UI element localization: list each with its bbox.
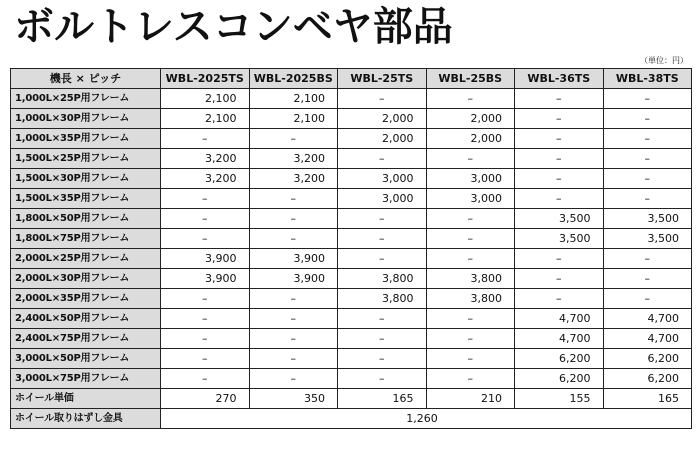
table-cell: 165 <box>338 389 427 409</box>
table-cell: – <box>249 229 338 249</box>
table-cell: 4,700 <box>515 309 604 329</box>
row-label: 2,400L×50P用フレーム <box>11 309 161 329</box>
table-row <box>11 109 692 129</box>
table-cell: 6,200 <box>603 349 692 369</box>
table-cell: 2,100 <box>249 109 338 129</box>
table-cell: – <box>515 189 604 209</box>
table-cell: 3,200 <box>161 169 250 189</box>
table-cell: 2,000 <box>338 129 427 149</box>
table-cell: – <box>603 269 692 289</box>
table-cell: – <box>426 229 515 249</box>
row-label: 1,500L×25P用フレーム <box>11 149 161 169</box>
column-header: WBL-2025TS <box>161 69 250 89</box>
table-cell: – <box>161 369 250 389</box>
row-label: 3,000L×50P用フレーム <box>11 349 161 369</box>
table-cell: – <box>515 109 604 129</box>
row-label: 2,000L×25P用フレーム <box>11 249 161 269</box>
table-cell: – <box>249 189 338 209</box>
table-cell: 165 <box>603 389 692 409</box>
table-cell: – <box>161 309 250 329</box>
table-cell: – <box>249 329 338 349</box>
table-row <box>11 309 692 329</box>
table-cell: – <box>249 309 338 329</box>
table-cell: – <box>161 209 250 229</box>
table-cell: 2,000 <box>338 109 427 129</box>
table-cell: – <box>426 89 515 109</box>
unit-note: （単位：円） <box>640 56 688 65</box>
table-cell: 3,900 <box>161 269 250 289</box>
table-row <box>11 389 692 409</box>
row-label: 1,500L×35P用フレーム <box>11 189 161 209</box>
table-cell: – <box>603 189 692 209</box>
table-cell: – <box>426 249 515 269</box>
table-cell: 3,200 <box>249 149 338 169</box>
footer-row <box>11 409 692 429</box>
table-cell: 3,500 <box>603 229 692 249</box>
row-label: 2,400L×75P用フレーム <box>11 329 161 349</box>
table-cell: – <box>603 89 692 109</box>
table-cell: – <box>249 369 338 389</box>
table-cell: – <box>338 209 427 229</box>
table-cell: 3,500 <box>515 229 604 249</box>
corner-header: 機長 × ピッチ <box>11 69 161 89</box>
table-cell: 3,900 <box>161 249 250 269</box>
row-label: 1,500L×30P用フレーム <box>11 169 161 189</box>
column-header: WBL-25TS <box>338 69 427 89</box>
table-cell: – <box>426 309 515 329</box>
row-label: 1,000L×30P用フレーム <box>11 109 161 129</box>
table-cell: – <box>426 209 515 229</box>
table-cell: 6,200 <box>515 349 604 369</box>
table-row <box>11 169 692 189</box>
table-cell: 3,900 <box>249 249 338 269</box>
table-cell: – <box>338 329 427 349</box>
table-row <box>11 289 692 309</box>
table-cell: 210 <box>426 389 515 409</box>
table-cell: – <box>515 169 604 189</box>
table-cell: 155 <box>515 389 604 409</box>
column-header: WBL-38TS <box>603 69 692 89</box>
table-cell: 2,100 <box>161 109 250 129</box>
table-cell: – <box>515 89 604 109</box>
table-cell: – <box>161 349 250 369</box>
row-label: 2,000L×30P用フレーム <box>11 269 161 289</box>
table-cell: – <box>161 229 250 249</box>
table-cell: – <box>338 229 427 249</box>
table-cell: – <box>338 369 427 389</box>
row-label: 1,000L×35P用フレーム <box>11 129 161 149</box>
table-cell: 4,700 <box>603 309 692 329</box>
table-cell: – <box>338 149 427 169</box>
table-cell: – <box>515 129 604 149</box>
table-cell: – <box>426 329 515 349</box>
table-row <box>11 209 692 229</box>
table-row <box>11 329 692 349</box>
table-cell: – <box>515 249 604 269</box>
table-cell: – <box>603 129 692 149</box>
table-cell: 3,000 <box>338 169 427 189</box>
table-cell: – <box>249 289 338 309</box>
table-cell: – <box>603 289 692 309</box>
table-row <box>11 149 692 169</box>
table-cell: – <box>249 349 338 369</box>
table-cell: – <box>603 149 692 169</box>
table-cell: 270 <box>161 389 250 409</box>
table-row <box>11 369 692 389</box>
table-cell: – <box>515 149 604 169</box>
table-cell: 3,500 <box>515 209 604 229</box>
table-cell: – <box>161 289 250 309</box>
table-cell: 4,700 <box>603 329 692 349</box>
row-label: 1,800L×75P用フレーム <box>11 229 161 249</box>
table-header-row <box>11 69 692 89</box>
table-cell: 3,000 <box>338 189 427 209</box>
table-row <box>11 89 692 109</box>
table-cell: – <box>603 249 692 269</box>
table-row <box>11 349 692 369</box>
table-cell: 2,100 <box>161 89 250 109</box>
table-cell: – <box>161 329 250 349</box>
table-cell: 3,800 <box>338 289 427 309</box>
footer-value: 1,260 <box>161 409 692 429</box>
table-cell: – <box>338 309 427 329</box>
row-label: ホイール取りはずし金具 <box>11 409 161 429</box>
row-label: 2,000L×35P用フレーム <box>11 289 161 309</box>
table-cell: – <box>515 269 604 289</box>
table-cell: 3,800 <box>426 269 515 289</box>
table-cell: 6,200 <box>603 369 692 389</box>
table-row <box>11 189 692 209</box>
price-table <box>10 68 692 429</box>
table-cell: – <box>338 89 427 109</box>
table-cell: 2,000 <box>426 109 515 129</box>
table-cell: – <box>338 349 427 369</box>
table-cell: 2,000 <box>426 129 515 149</box>
table-row <box>11 129 692 149</box>
table-cell: – <box>603 169 692 189</box>
table-cell: 350 <box>249 389 338 409</box>
table-cell: 3,900 <box>249 269 338 289</box>
row-label: 1,800L×50P用フレーム <box>11 209 161 229</box>
table-cell: 3,500 <box>603 209 692 229</box>
table-cell: – <box>426 149 515 169</box>
table-row <box>11 269 692 289</box>
table-body <box>11 89 692 409</box>
column-header: WBL-36TS <box>515 69 604 89</box>
table-cell: 3,200 <box>249 169 338 189</box>
column-header: WBL-25BS <box>426 69 515 89</box>
table-row <box>11 249 692 269</box>
table-cell: – <box>249 209 338 229</box>
row-label: 3,000L×75P用フレーム <box>11 369 161 389</box>
table-cell: 3,800 <box>338 269 427 289</box>
column-header: WBL-2025BS <box>249 69 338 89</box>
table-cell: 3,000 <box>426 169 515 189</box>
page-title: ボルトレスコンベヤ部品 <box>14 4 453 50</box>
table-cell: 4,700 <box>515 329 604 349</box>
table-cell: – <box>603 109 692 129</box>
row-label: ホイール単価 <box>11 389 161 409</box>
table-cell: – <box>426 369 515 389</box>
table-cell: 3,800 <box>426 289 515 309</box>
table-cell: 6,200 <box>515 369 604 389</box>
table-cell: 3,200 <box>161 149 250 169</box>
table-cell: – <box>161 189 250 209</box>
table-row <box>11 229 692 249</box>
row-label: 1,000L×25P用フレーム <box>11 89 161 109</box>
table-cell: – <box>161 129 250 149</box>
table-cell: – <box>249 129 338 149</box>
table-cell: – <box>515 289 604 309</box>
table-cell: 3,000 <box>426 189 515 209</box>
table-cell: 2,100 <box>249 89 338 109</box>
table-cell: – <box>426 349 515 369</box>
table-cell: – <box>338 249 427 269</box>
